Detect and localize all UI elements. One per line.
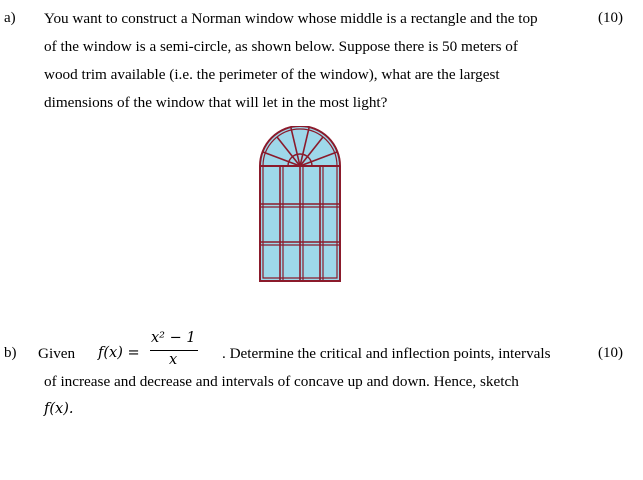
question-b-line-1: . Determine the critical and inflection points, intervals (222, 345, 551, 362)
fraction-bar (150, 350, 198, 351)
question-a-line-4: dimensions of the window that will let in the most light? (44, 94, 388, 111)
question-a-line-1: You want to construct a Norman window whose middle is a rectangle and the top (44, 10, 538, 27)
question-b-given: Given (38, 345, 76, 362)
question-a-line-2: of the window is a semi-circle, as shown below. Suppose there is 50 meters of (44, 38, 518, 55)
question-b-line-2: of increase and decrease and intervals of concave up and down. Hence, sketch (44, 373, 519, 390)
function-lhs: f(x) = (98, 345, 140, 361)
fraction-denominator: x (169, 352, 178, 368)
norman-window-figure (255, 126, 345, 286)
question-a-label: a) (4, 10, 16, 26)
question-b-marks: (10) (598, 345, 623, 361)
question-b-label: b) (4, 345, 17, 361)
question-a-marks: (10) (598, 10, 623, 26)
fraction-numerator: x² − 1 (151, 330, 196, 346)
question-a-line-3: wood trim available (i.e. the perimeter of the window), what are the largest (44, 66, 500, 83)
question-b-line-3: f(x). (44, 401, 74, 417)
